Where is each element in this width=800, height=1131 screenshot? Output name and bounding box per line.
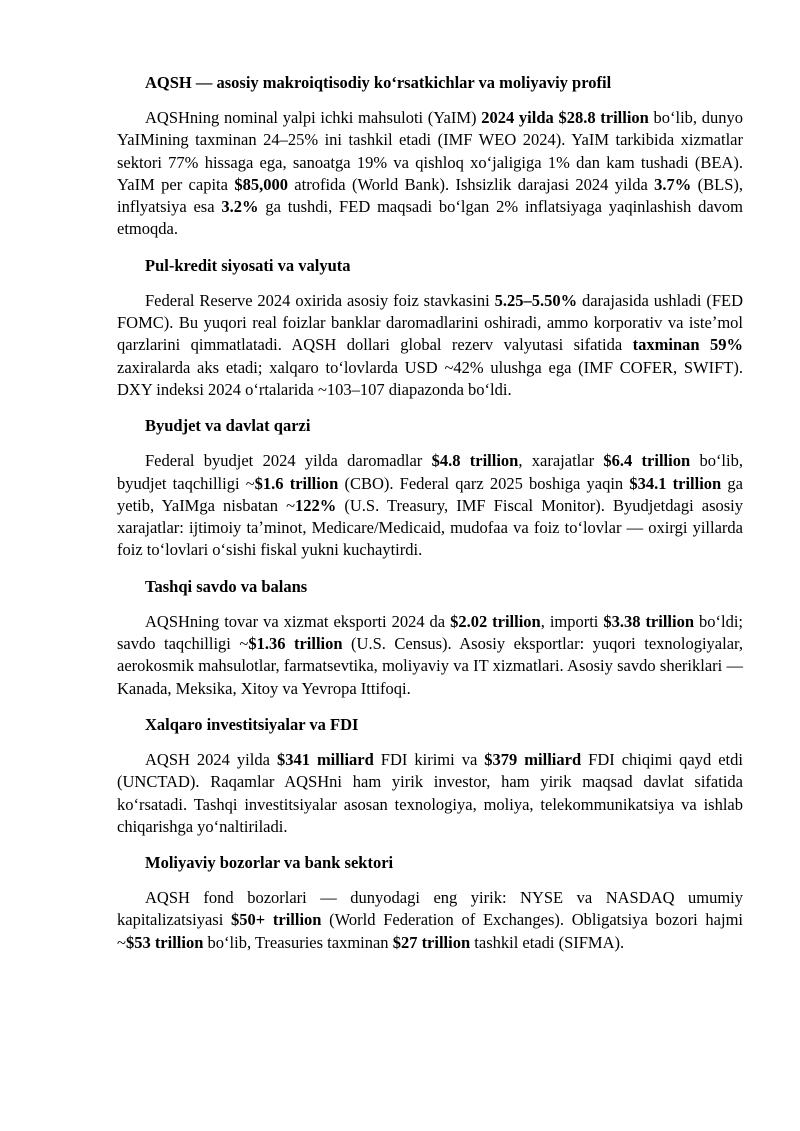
text-run: ga yetib, YaIMga nisbatan ~ [117,473,743,515]
bold-figure: 3.2% [221,197,259,217]
bold-figure: $1.36 trillion [248,634,343,654]
bold-figure: taxminan 59% [632,335,743,355]
text-run: AQSH 2024 yilda [145,749,277,769]
section-heading: Tashqi savdo va balans [145,576,308,596]
section-paragraph [117,611,743,700]
bold-figure: $3.38 trillion [603,611,695,631]
text-run: FDI chiqimi qayd etdi (UNCTAD). Raqamlar AQSHni ham yirik investor, ham yirik maqsad davlat sifatida koʻrsatadi. Tashqi investitsiyalar asosan texnologiya, moliya, telekommunikatsiya va ishlab chiqarishga yoʻnaltiriladi. [117,749,743,836]
section-heading: Xalqaro investitsiyalar va FDI [145,714,359,734]
section-paragraph [117,290,743,401]
text-run: AQSHning nominal yalpi ichki mahsuloti (YaIM) [145,108,482,127]
bold-figure: $2.02 trillion [450,611,541,631]
text-run: zaxiralarda aks etadi; xalqaro toʻlovlarda USD ~42% ulushga ega (IMF COFER, SWIFT). DXY indeksi 2024 oʻrtalarida ~103–107 diapazonda boʻldi. [117,357,743,399]
text-run: FDI kirimi va [373,749,485,769]
bold-figure: $34.1 trillion [629,473,722,493]
bold-figure: $85,000 [234,174,288,194]
text-run: (World Federation of Exchanges). Obligatsiya bozori hajmi ~ [117,910,743,952]
bold-figure: $379 milliard [484,749,582,769]
bold-figure: 2024 yilda $28.8 trillion [481,108,649,127]
text-run: boʻlib, dunyo YaIMining taxminan 24–25% ini tashkil etadi (IMF WEO 2024). YaIM tarkibida xizmatlar sektori 77% hissaga ega, sanoatga 19% va qishloq xoʻjaligiga 1% dan kam tushadi (BEA). YaIM per capita [117,108,743,194]
bold-figure: 122% [295,495,337,515]
text-run: Federal Reserve 2024 oxirida asosiy foiz stavkasini [145,290,495,310]
text-run: ga tushdi, FED maqsadi boʻlgan 2% inflatsiyaga yaqinlashish davom etmoqda. [117,197,743,239]
text-run: (U.S. Census). Asosiy eksportlar: yuqori texnologiyalar, aerokosmik mahsulotlar, farmatsevtika, moliyaviy va IT xizmatlari. Asosiy savdo sheriklari — Kanada, Meksika, Xitoy va Yevropa Ittifoqi. [117,634,744,698]
text-run: tashkil etadi (SIFMA). [470,932,625,952]
bold-figure: $341 milliard [276,749,374,769]
text-run: AQSH fond bozorlari — dunyodagi eng yirik: NYSE va NASDAQ umumiy kapitalizatsiyasi [117,888,743,930]
text-run: (BLS), inflyatsiya esa [117,174,744,217]
section-paragraph [117,749,743,838]
text-run: (CBO). Federal qarz 2025 boshiga yaqin [338,473,630,493]
text-run: darajasida ushladi (FED FOMC). Bu yuqori real foizlar banklar daromadlarini oshiradi, ammo korporativ va isteʼmol qarzlarini qimmatlatadi. AQSH dollari global rezerv valyutasi sifatida [117,290,743,355]
bold-figure: $6.4 trillion [603,451,691,471]
bold-figure: 3.7% [654,174,692,194]
section-heading: AQSH — asosiy makroiqtisodiy koʻrsatkichlar va moliyaviy profil [145,73,612,92]
text-run: boʻlib, byudjet taqchilligi ~ [117,451,743,493]
bold-figure: $27 trillion [392,932,471,952]
text-run: boʻldi; savdo taqchilligi ~ [117,611,743,654]
text-run: AQSHning tovar va xizmat eksporti 2024 da [145,611,451,631]
bold-figure: $4.8 trillion [431,451,519,471]
text-run: Federal byudjet 2024 yilda daromadlar [145,451,432,471]
bold-figure: $1.6 trillion [254,473,339,493]
bold-figure: $50+ trillion [231,910,322,930]
section-paragraph [117,887,743,954]
text-run: boʻlib, Treasuries taxminan [203,932,393,952]
section-heading: Moliyaviy bozorlar va bank sektori [145,853,394,873]
text-run: , importi [540,611,604,631]
section-heading: Byudjet va davlat qarzi [145,416,311,436]
section-paragraph [117,450,743,561]
bold-figure: $53 trillion [125,932,204,952]
section-heading: Pul-kredit siyosati va valyuta [145,255,351,275]
document-body [117,72,743,968]
text-run: (U.S. Treasury, IMF Fiscal Monitor). Byudjetdagi asosiy xarajatlar: ijtimoiy taʼminot, Medicare/Medicaid, mudofaa va foiz toʻlovlar — oxirgi yillarda foiz toʻlovlari oʻsishi fiskal yukni kuchaytirdi. [117,495,743,560]
text-run: atrofida (World Bank). Ishsizlik darajasi 2024 yilda [287,174,655,194]
text-run: , xarajatlar [518,451,604,471]
section-paragraph [117,107,743,241]
bold-figure: 5.25–5.50% [494,290,578,310]
